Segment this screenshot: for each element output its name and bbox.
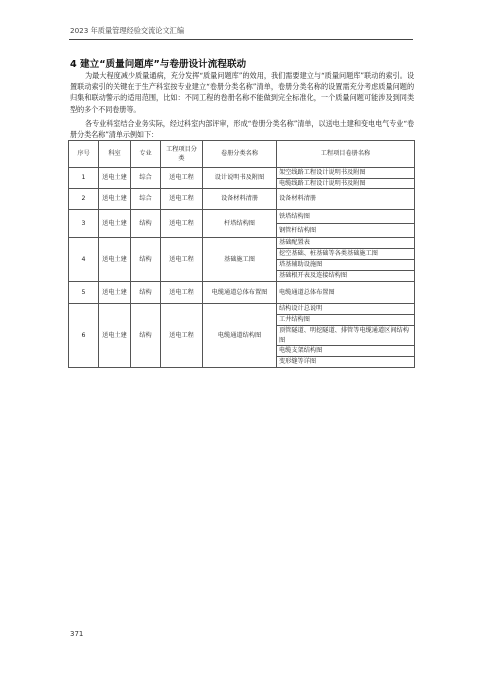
volume-name-cell: 基础配置表 [277,238,415,249]
volume-name-cell: 变形缝等详图 [277,357,415,368]
category-cell: 送电工程 [161,168,203,189]
row-number: 1 [69,168,99,189]
dept-cell: 送电土建 [99,238,131,282]
column-header: 序号 [69,141,99,168]
table-row [69,189,415,210]
volume-class-cell: 电缆通道总体布置图 [203,282,277,304]
table-header-row [69,141,415,168]
volume-name-cell: 电缆通道总体布置图 [277,282,415,304]
table-row [69,238,415,249]
volume-name-cell: 顶管隧道、明挖隧道、排管等电缆通道区间结构图 [277,326,415,346]
column-header: 工程项目卷册名称 [277,141,415,168]
column-header: 专业 [131,141,161,168]
major-cell: 结构 [131,304,161,368]
running-header: 2023 年质量管理经验交流论文汇编 [70,26,185,35]
volume-name-cell: 工井结构图 [277,315,415,326]
category-cell: 送电工程 [161,238,203,282]
column-header: 卷册分类名称 [203,141,277,168]
volume-class-cell: 基础施工图 [203,238,277,282]
major-cell: 结构 [131,282,161,304]
row-number: 2 [69,189,99,210]
major-cell: 结构 [131,238,161,282]
row-number: 6 [69,304,99,368]
table-row [69,304,415,315]
volume-class-cell: 设计说明书及附图 [203,168,277,189]
volume-name-cell: 挖空基础、桩基础等各类基础施工图 [277,249,415,260]
row-number: 5 [69,282,99,304]
major-cell: 结构 [131,210,161,238]
category-cell: 送电工程 [161,210,203,238]
row-number: 4 [69,238,99,282]
volume-class-cell: 杆塔结构图 [203,210,277,238]
volume-classification-table [68,140,415,368]
dept-cell: 送电土建 [99,189,131,210]
row-number: 3 [69,210,99,238]
volume-name-cell: 塔基辅助设施图 [277,260,415,271]
volume-class-cell: 设备材料清册 [203,189,277,210]
paragraph: 为最大程度减少质量通病，充分发挥“质量问题库”的效用，我们需要建立与“质量问题库”联动的索引。设置联动索引的关键在于生产科室按专业建立“卷册分类名称”清单，卷册分类名称的设置需充分考虑质量问题的归集和联动警示的适用范围，比如：不同工程的卷册名称不能做到完全标准化，一个质量问题可能涉及到同类型的多个不同卷册等。 [70,71,414,114]
table-row [69,168,415,179]
header-divider [69,39,413,40]
dept-cell: 送电土建 [99,282,131,304]
dept-cell: 送电土建 [99,168,131,189]
column-header: 科室 [99,141,131,168]
dept-cell: 送电土建 [99,210,131,238]
volume-name-cell: 设备材料清册 [277,189,415,210]
category-cell: 送电工程 [161,189,203,210]
page-number: 371 [70,630,84,638]
dept-cell: 送电土建 [99,304,131,368]
volume-class-cell: 电缆通道结构图 [203,304,277,368]
table-row [69,210,415,224]
category-cell: 送电工程 [161,304,203,368]
volume-name-cell: 电缆支架结构图 [277,346,415,357]
volume-name-cell: 钢管杆结构图 [277,224,415,238]
paragraph: 各专业科室结合业务实际，经过科室内部评审，形成“卷册分类名称”清单，以送电土建和变电电气专业“卷册分类名称”清单示例如下： [70,119,414,140]
section-title: 4 建立“质量问题库”与卷册设计流程联动 [70,59,247,70]
volume-name-cell: 电缆线路工程设计说明书及附图 [277,178,415,189]
volume-name-cell: 结构设计总说明 [277,304,415,315]
category-cell: 送电工程 [161,282,203,304]
volume-name-cell: 铁塔结构图 [277,210,415,224]
volume-name-cell: 架空线路工程设计说明书及附图 [277,168,415,179]
column-header: 工程项目分类 [161,141,203,168]
major-cell: 综合 [131,189,161,210]
volume-name-cell: 基础根开表及连接结构图 [277,271,415,282]
table-row [69,282,415,304]
major-cell: 综合 [131,168,161,189]
